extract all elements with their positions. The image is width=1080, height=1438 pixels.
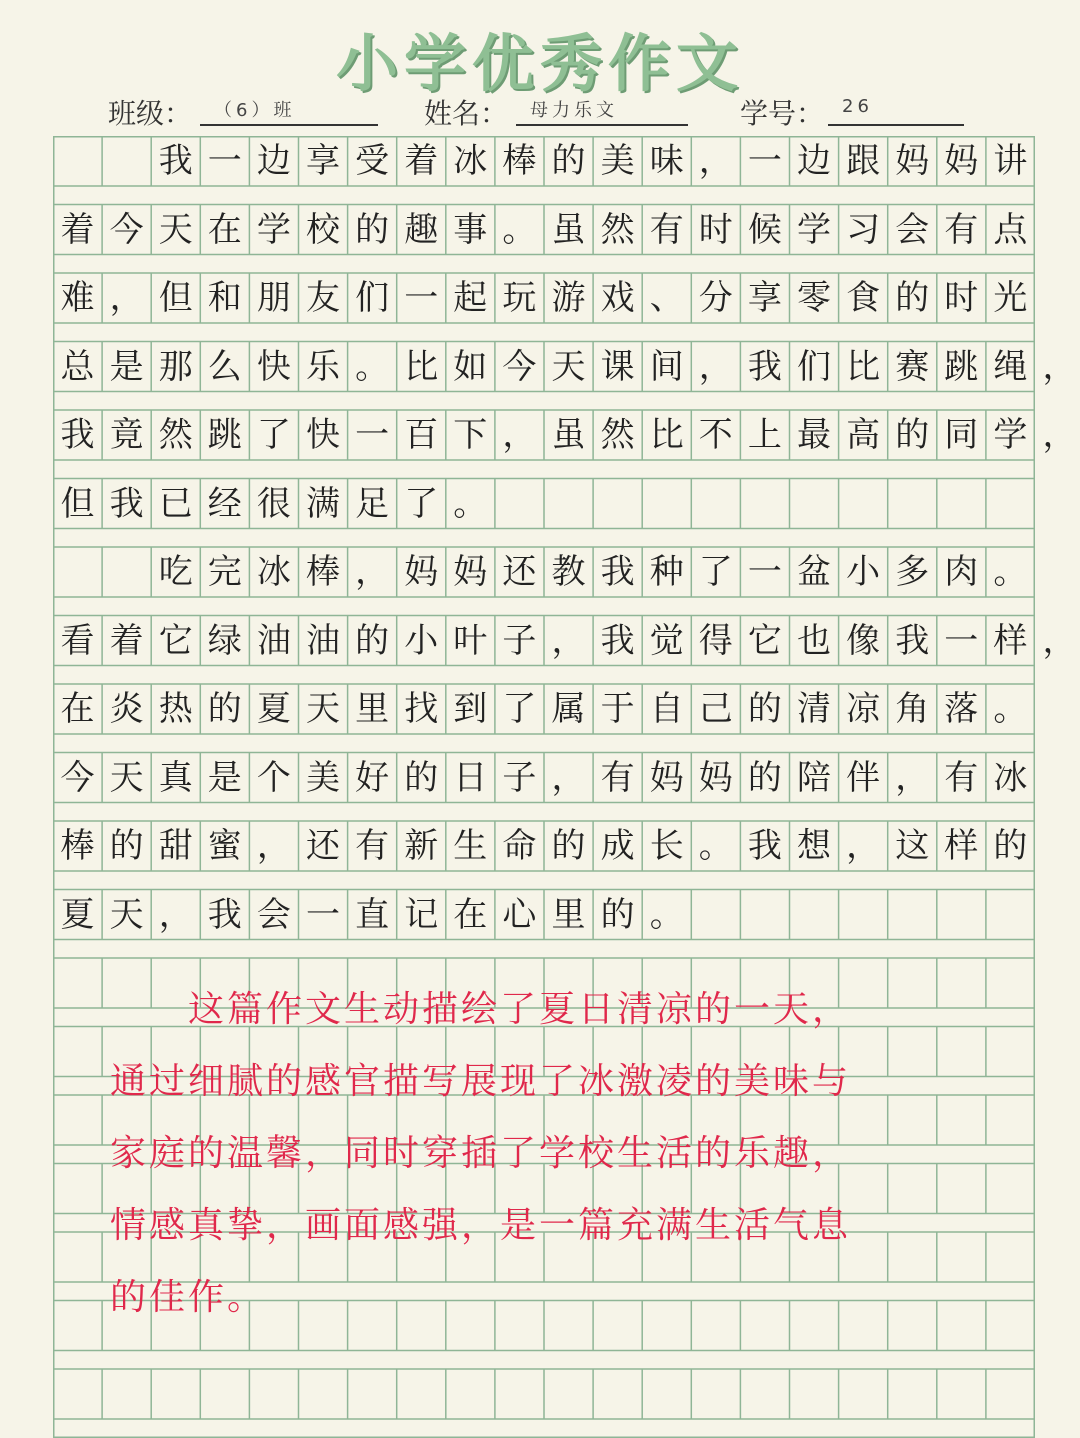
comment-line: 的佳作。 [110,1277,267,1318]
student-info-header [0,92,1080,132]
comment-line: 通过细腻的感官描写展现了冰激凌的美味与 [110,1061,852,1102]
comment-line: 这篇作文生动描绘了夏日清凉的一天， [110,989,852,1030]
essay-line: 着 今 天 在 学 校 的 趣 事 。 虽 然 有 时 候 学 习 会 有 点 [60,209,1028,250]
essay-line: 我 竟 然 跳 了 快 一 百 下 ， 虽 然 比 不 上 最 高 的 同 学 ， [60,415,1077,455]
essay-line: 总 是 那 么 快 乐 。 比 如 今 天 课 间 ， 我 们 比 赛 跳 绳 ， [60,346,1077,387]
student-id-value: 26 [828,96,964,126]
essay-line: 我 一 边 享 受 着 冰 棒 的 美 味 ， 一 边 跟 妈 妈 讲 [158,141,1028,181]
essay-line: 棒 的 甜 蜜 ， 还 有 新 生 命 的 成 长 。 我 想 ， 这 样 的 [60,826,1028,866]
class-value: （6）班 [200,96,378,126]
essay-line: 在 炎 热 的 夏 天 里 找 到 了 属 于 自 己 的 清 凉 角 落 。 [60,689,1028,729]
student-id-field [740,92,970,130]
page-title: 小学优秀作文 [335,27,744,100]
essay-line: 今 天 真 是 个 美 好 的 日 子 ， 有 妈 妈 的 陪 伴 ， 有 冰 [60,757,1028,798]
essay-line: 看 着 它 绿 油 油 的 小 叶 子 ， 我 觉 得 它 也 像 我 一 样 ， [60,620,1077,661]
comment-line: 情感真挚，画面感强，是一篇充满生活气息 [110,1205,852,1246]
essay-line: 难 ， 但 和 朋 友 们 一 起 玩 游 戏 、 分 享 零 食 的 时 光 [60,278,1028,318]
class-label: 班级： [108,97,193,130]
name-value: 母力乐文 [516,96,688,126]
student-id-label: 学号： [740,97,825,130]
comment-line: 家庭的温馨，同时穿插了学校生活的乐趣， [110,1133,852,1174]
essay-line: 但 我 已 经 很 满 足 了 。 [60,483,488,524]
essay-line: 夏 天 ， 我 会 一 直 记 在 心 里 的 。 [60,894,684,935]
class-field [108,92,378,130]
name-field [424,92,694,130]
name-label: 姓名： [424,97,509,130]
essay-line: 吃 完 冰 棒 ， 妈 妈 还 教 我 种 了 一 盆 小 多 肉 。 [158,552,1028,592]
